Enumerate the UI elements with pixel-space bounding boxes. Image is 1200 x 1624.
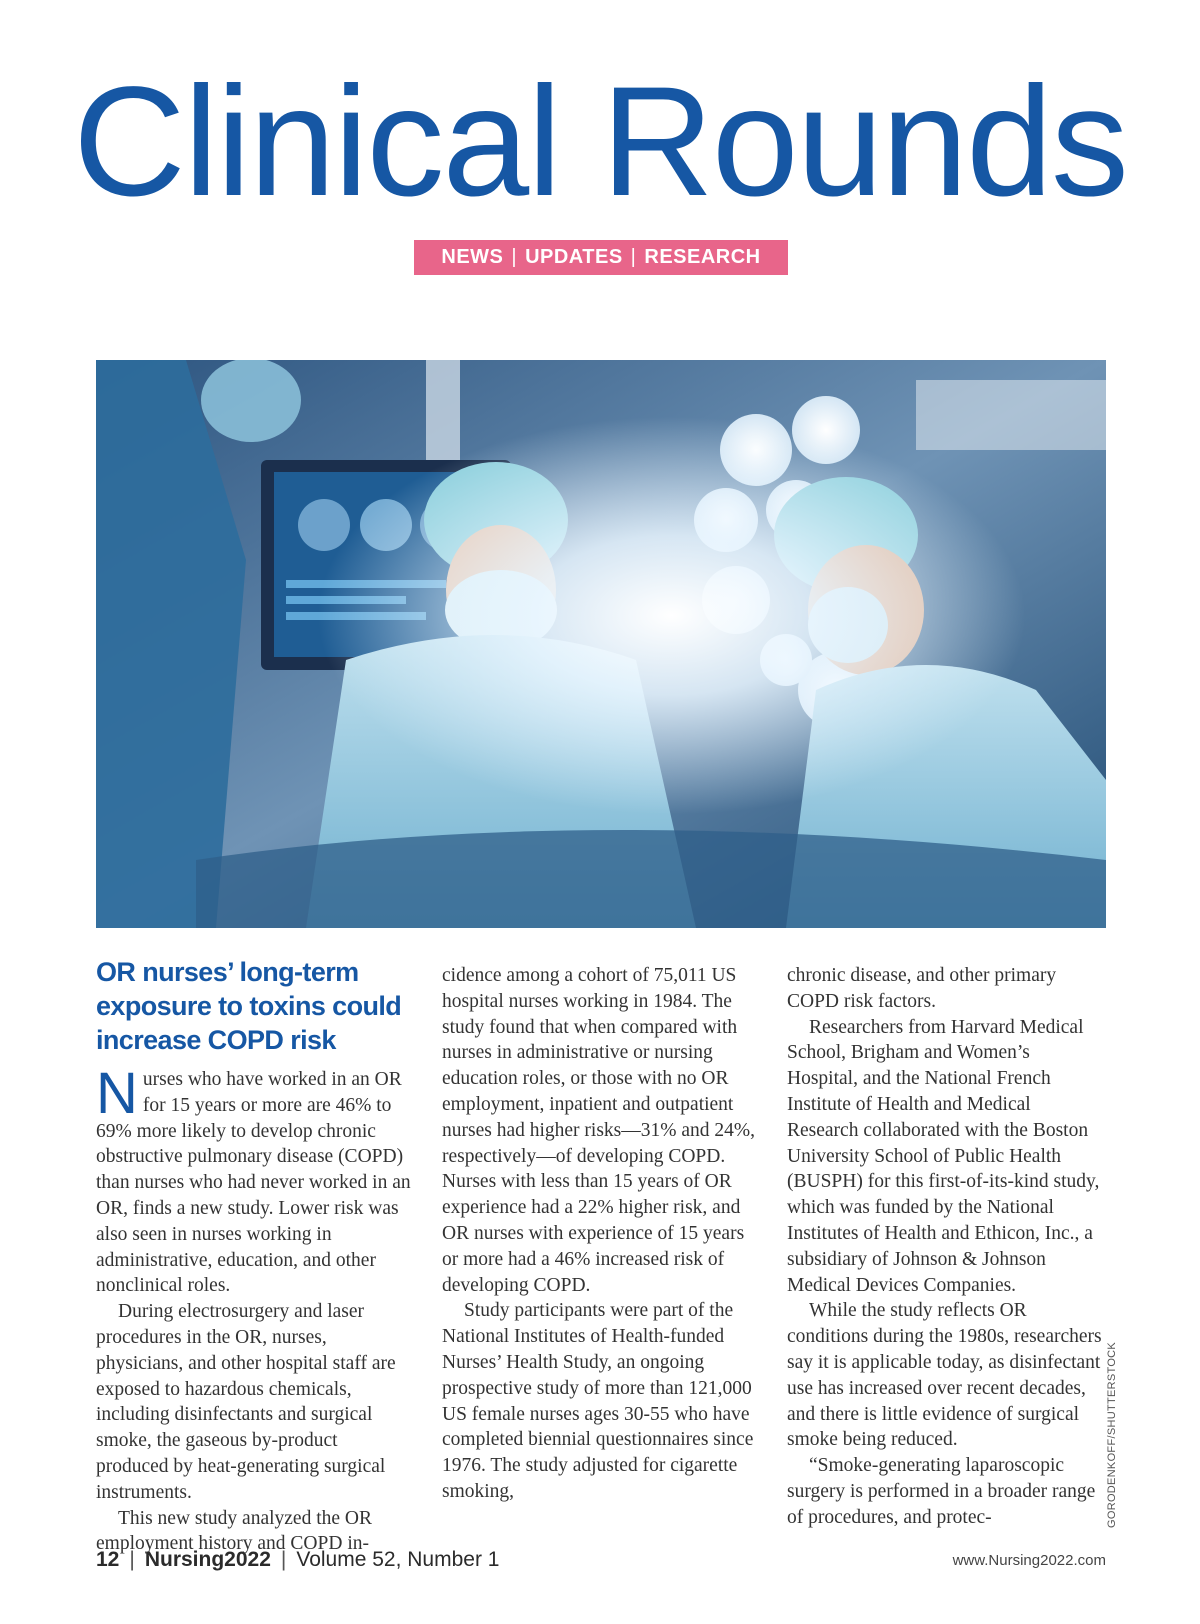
paragraph-3: This new study analyzed the OR employment history and COPD in- <box>96 1507 372 1555</box>
page-footer: 12 | Nursing2022 | Volume 52, Number 1 www.Nursing2022.com <box>96 1548 1106 1571</box>
photo-credit: GORODENKOFF/SHUTTERSTOCK <box>1106 1341 1118 1528</box>
article-headline: OR nurses’ long-term exposure to toxins could increase COPD risk <box>96 957 402 1055</box>
paragraph-8: While the study reflects OR conditions during the 1980s, researchers say it is applicable today, as disinfectant use has increased over recent decades, and there is little evidence of surgical smoke being reduced. <box>787 1300 1102 1451</box>
paragraph-6: chronic disease, and other primary COPD risk factors. <box>787 965 1057 1012</box>
paragraph-4: cidence among a cohort of 75,011 US hospital nurses working in 1984. The study found that when compared with nurses in administrative or nursing education roles, or those with no OR employment, inpatient and outpatient nurses had higher risks—31% and 24%, respectively—of developing COPD. Nurses with less than 15 years of OR experience had a 22% higher risk, and OR nurses with experience of 15 years or more had a 46% increased risk of developing COPD. <box>442 965 756 1296</box>
paragraph-9: “Smoke-generating laparoscopic surgery is performed in a broader range of procedures, and protec- <box>787 1455 1096 1528</box>
drop-cap: N <box>96 1061 138 1126</box>
tagline-updates: UPDATES <box>525 246 623 268</box>
tagline-news: NEWS <box>441 246 504 268</box>
section-tagline: NEWS | UPDATES | RESEARCH <box>414 240 788 275</box>
paragraph-1 <box>96 1061 414 1299</box>
paragraph-5: Study participants were part of the National Institutes of Health-funded Nurses’ Health Study, an ongoing prospective study of more than 121,000 US female nurses ages 30-55 who have completed biennial questionnaires since 1976. The study adjusted for cigarette smoking, <box>442 1300 754 1502</box>
paragraph-1-text: urses who have worked in an OR for 15 years or more are 46% to 69% more likely to develop chronic obstructive pulmonary disease (COPD) than nurses who had never worked in an OR, finds a new study. Lower risk was also seen in nurses working in administrative, education, and other nonclinical roles. <box>96 1069 411 1297</box>
article-column-2 <box>442 963 760 1505</box>
surgery-photo <box>96 360 1106 928</box>
issue-info: Volume 52, Number 1 <box>296 1548 500 1571</box>
paragraph-2: During electrosurgery and laser procedures in the OR, nurses, physicians, and other hospital staff are exposed to hazardous chemicals, including disinfectants and surgical smoke, the gaseous by-product produced by heat-generating surgical instruments. <box>96 1301 396 1503</box>
website-url: www.Nursing2022.com <box>952 1552 1106 1569</box>
page-number: 12 <box>96 1548 120 1571</box>
tagline-research: RESEARCH <box>644 246 761 268</box>
masthead-title: Clinical Rounds <box>73 55 1127 229</box>
article-column-1 <box>96 955 414 1557</box>
article-column-3 <box>787 963 1105 1531</box>
paragraph-7: Researchers from Harvard Medical School, Brigham and Women’s Hospital, and the National French Institute of Health and Medical Research collaborated with the Boston University School of Public Health (BUSPH) for this first-of-its-kind study, which was funded by the National Institutes of Health and Ethicon, Inc., a subsidiary of Johnson & Johnson Medical Devices Companies. <box>787 1016 1100 1296</box>
magazine-name: Nursing2022 <box>144 1548 271 1571</box>
